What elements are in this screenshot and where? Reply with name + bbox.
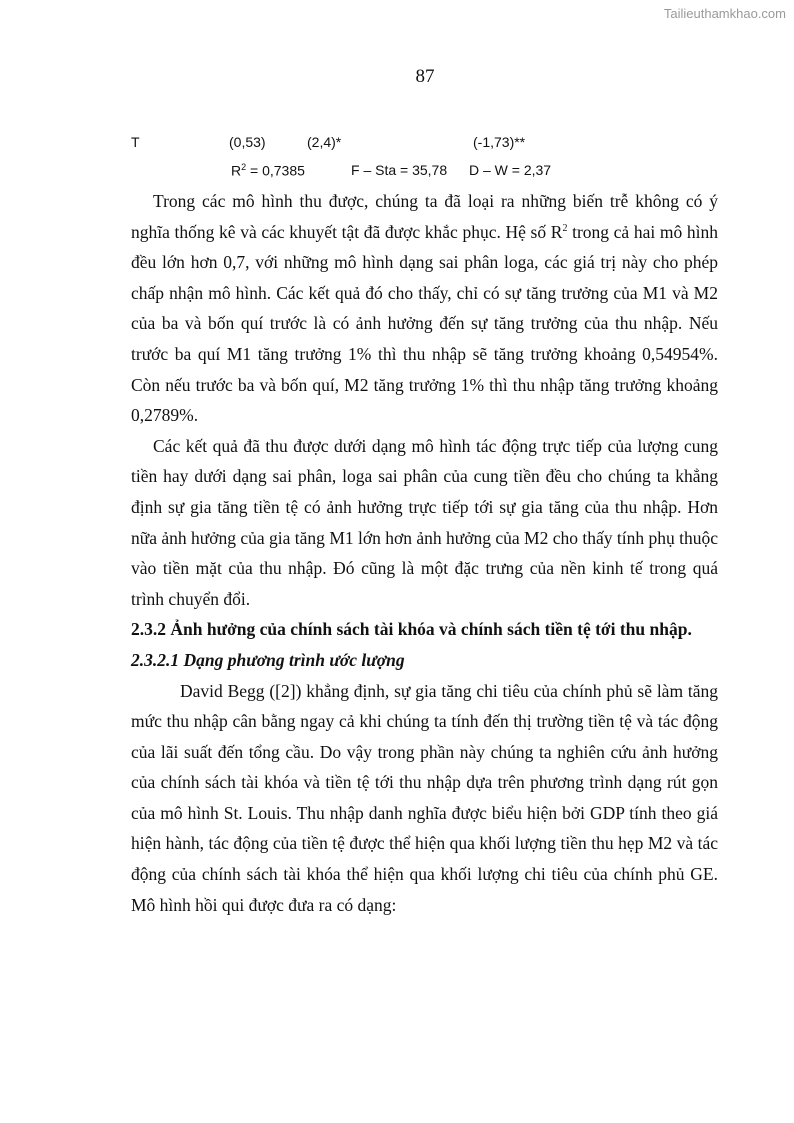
- body-text: [131, 186, 718, 920]
- f-statistic: F – Sta = 35,78: [351, 162, 448, 178]
- t-stat-value-2: (2,4)*: [307, 134, 342, 150]
- t-stat-value-1: (0,53): [229, 134, 266, 150]
- paragraph-david-begg: David Begg ([2]) khẳng định, sự gia tăng chi tiêu của chính phủ sẽ làm tăng mức thu nhập cân bằng ngay cả khi chúng ta tính đến thị trường tiền tệ và tác động của lãi suất đến tổng cầu. Do vậy trong phần này chúng ta nghiên cứu ảnh hưởng của chính sách tài khóa và tiền tệ tới thu nhập dựa trên phương trình dạng rút gọn của mô hình St. Louis. Thu nhập danh nghĩa được biểu hiện bởi GDP tính theo giá hiện hành, tác động của tiền tệ được thể hiện qua khối lượng tiền thu hẹp M2 và tác động của chính sách tài khóa thể hiện qua khối lượng chi tiêu của chính phủ GE. Mô hình hồi qui được đưa ra có dạng:: [131, 680, 718, 915]
- durbin-watson-statistic: D – W = 2,37: [469, 162, 552, 178]
- page-number: 87: [415, 66, 435, 87]
- watermark: Tailieuthamkhao.com: [663, 6, 786, 21]
- r-squared-value: = 0,7385: [246, 162, 305, 179]
- paragraph-results: Trong các mô hình thu được, chúng ta đã loại ra những biến trễ không có ý nghĩa thống kê và các khuyết tật đã được khắc phục. Hệ số $R^2$ trong cả hai mô hình đều lớn hơn 0,7, với những mô hình dạng sai phân loga, các giá trị này cho phép chấp nhận mô hình. Các kết quả đó cho thấy, chỉ có sự tăng trưởng của M1 và M2 của ba và bốn quí trước là có ảnh hưởng đến sự tăng trưởng của thu nhập. Nếu trước ba quí M1 tăng trưởng 1% thì thu nhập sẽ tăng trưởng khoảng 0,54954%. Còn nếu trước ba và bốn quí, M2 tăng trưởng 1% thì thu nhập tăng trưởng khoảng 0,2789%.: [131, 191, 718, 426]
- section-heading: 2.3.2 Ảnh hưởng của chính sách tài khóa và chính sách tiền tệ tới thu nhập.: [131, 619, 692, 640]
- r-squared-superscript: 2: [562, 222, 568, 234]
- r-squared-symbol: R: [231, 162, 242, 179]
- paragraph-money-supply: Các kết quả đã thu được dưới dạng mô hình tác động trực tiếp của lượng cung tiền hay dưới dạng sai phân, loga sai phân của cung tiền đều cho chúng ta khẳng định sự gia tăng tiền tệ có ảnh hưởng trực tiếp tới sự gia tăng của thu nhập. Hơn nữa ảnh hưởng của gia tăng M1 lớn hơn ảnh hưởng của M2 cho thấy tính phụ thuộc vào tiền mặt của thu nhập. Đó cũng là một đặc trưng của nền kinh tế trong quá trình chuyển đổi.: [131, 435, 718, 609]
- r-squared-stat: [231, 162, 305, 179]
- t-stat-label: T: [131, 134, 140, 150]
- t-stat-value-3: (-1,73)**: [473, 134, 526, 150]
- subsection-heading: 2.3.2.1 Dạng phương trình ước lượng: [131, 649, 405, 670]
- r-squared-exponent: 2: [241, 162, 247, 172]
